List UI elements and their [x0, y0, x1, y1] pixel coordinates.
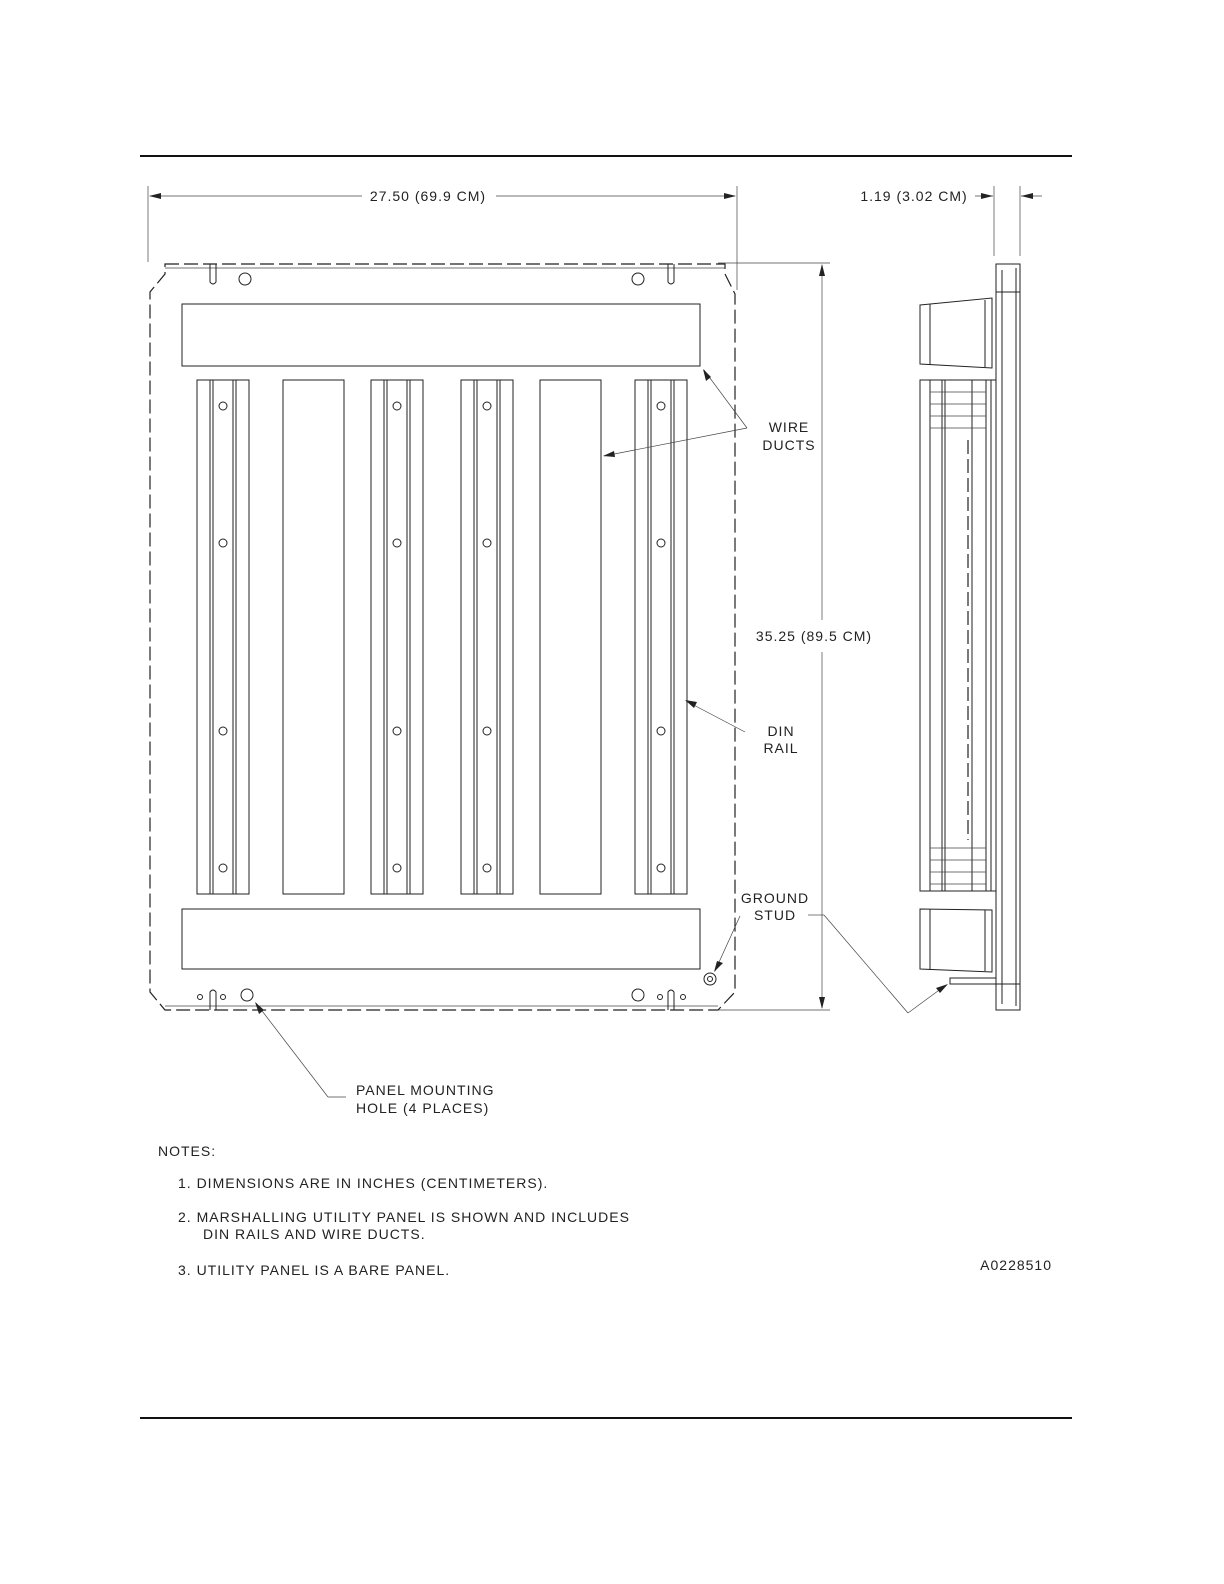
- notes-heading: NOTES:: [158, 1143, 217, 1159]
- wire-duct-bottom: [182, 909, 700, 969]
- wire-duct-vertical-1: [283, 380, 344, 894]
- din-rail-3: [461, 380, 513, 894]
- wire-duct-vertical-2: [540, 380, 601, 894]
- din-rail-callout: [685, 700, 799, 756]
- ground-stud-label-1: GROUND: [740, 890, 810, 906]
- din-rail-1: [197, 380, 249, 894]
- mounting-hole-bottom-right: [632, 989, 644, 1001]
- wire-ducts-label-2: DUCTS: [762, 437, 816, 453]
- width-dimension-label: 27.50 (69.9 CM): [369, 188, 487, 204]
- drawing-id: A0228510: [980, 1257, 1052, 1273]
- panel-side-view: [920, 264, 1020, 1010]
- mounting-hole-label-2: HOLE (4 PLACES): [356, 1100, 490, 1116]
- depth-dimension: [860, 186, 1042, 256]
- mounting-hole-top-left: [239, 273, 251, 285]
- ground-stud: [704, 973, 716, 985]
- din-rail-4: [635, 380, 687, 894]
- depth-dimension-label: 1.19 (3.02 CM): [860, 188, 968, 204]
- wire-duct-top: [182, 304, 700, 366]
- height-dimension-label: 35.25 (89.5 CM): [755, 628, 873, 644]
- mounting-hole-bottom-left: [241, 989, 253, 1001]
- note-2-line-2: DIN RAILS AND WIRE DUCTS.: [203, 1226, 426, 1242]
- din-rail-label-2: RAIL: [763, 740, 799, 756]
- mounting-hole-label-1: PANEL MOUNTING: [356, 1082, 495, 1098]
- mounting-hole-callout: [255, 1002, 494, 1116]
- din-rail-label-1: DIN: [767, 723, 795, 739]
- wire-ducts-label-1: WIRE: [768, 419, 810, 435]
- ground-stud-callout: [714, 890, 948, 1013]
- ground-stud-label-2: STUD: [753, 907, 797, 923]
- note-3: 3. UTILITY PANEL IS A BARE PANEL.: [178, 1262, 451, 1278]
- panel-front-view: [150, 264, 735, 1010]
- width-dimension: [148, 186, 737, 290]
- note-2-line-1: 2. MARSHALLING UTILITY PANEL IS SHOWN AND INCLUDES: [178, 1209, 630, 1225]
- notes-block: [158, 1143, 630, 1278]
- din-rail-2: [371, 380, 423, 894]
- mounting-hole-top-right: [632, 273, 644, 285]
- note-1: 1. DIMENSIONS ARE IN INCHES (CENTIMETERS).: [178, 1175, 549, 1191]
